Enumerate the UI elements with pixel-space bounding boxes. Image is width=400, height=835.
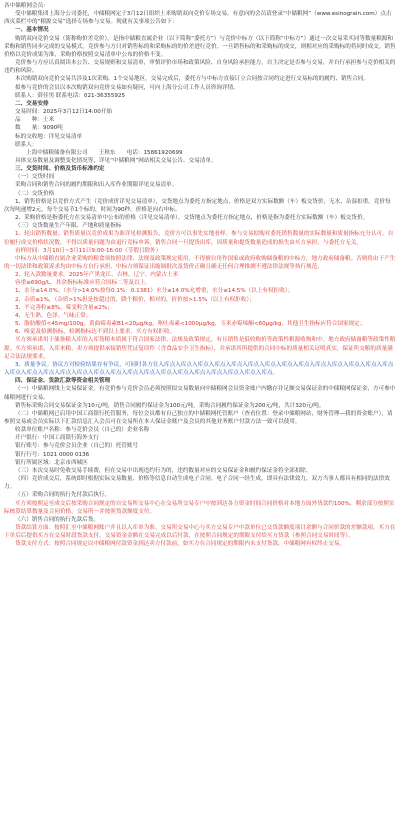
trade-time: 交易时间：2025年3月12日14:00开始 bbox=[15, 109, 112, 116]
bank-code: 银行行号：1021 0000 0136 bbox=[15, 451, 90, 458]
quality-dispute: 3、质量争议。协议方对检验结果存有争议，可同时各方在入库点入库点入库点入库点入库点入库点入库点入库点入库点入库点入库点入库点入库点入库点入库点入库点入库点入库点入库点入库点入库点入库点入库点入库点入库点入库点入库点入库点入库点入库点。 bbox=[4, 361, 394, 377]
section-arrangement-heading: 二、交易安排 bbox=[15, 100, 49, 107]
usage-restriction: 中标方从中储粮直属企业采购的粮食须按照法律、法规及政策规定使用，不得擅自用作国家或政府收购储备粮的中标方，地方政府储备粮。否则将由于产生的一切法律和政策诉求均由中标方自行承担，中标方须保证出缩调批次及货价正确且确无任何合理推测不遵法律法规等执行规范。 bbox=[4, 255, 396, 270]
delivery-price-1: 1、销售价格是以竞价方式产生（竞价成价详见交易清单），交货地点为委托方指定地点，价格是双方实际数额（车）板交货价，无水、杂湿扣重。竞价每次每吨递增2元，每个交易节1个标的，时间为90秒，价格是向右申标。 bbox=[4, 198, 391, 213]
basic-paragraph-2: 竞价参与方应认真阅读本公告、交易规则和交易清单，审慎评价市场和政策风险、自身风险承担能力，自主决定是否参与交易，并自行承担参与竞价相关的违约和风险。 bbox=[4, 60, 396, 75]
section-delivery-heading: 三、交货时间、价格及货币标准约定 bbox=[15, 166, 105, 173]
sales-payment-method: 货款支付方式：按照合同规定以中储粮网付款资金到达卖方付款前，如买方在合同规定的期限内未支付货款，中储粮网有权终止交易。 bbox=[15, 541, 346, 548]
contract-text: （四）竞价成交后，系统即时根据实际交易数量、价格等信息自动生成电子合同。电子合同一经生成，即具有法律效力，双方当事人都具有相同的法律效力。 bbox=[4, 476, 390, 491]
custody-text: （二）中储粮网已启用中国工商银行托管服务，每位会员都有自己独立的中储粮网托管账户（查看位置：登录中储粮网站，财务管理—我的资金账户），请参照交易或会员实际以下汇款信息汇入会员可在交易所在本人保证金账户及会员的其他业务账户付款方法一致可以使用。 bbox=[4, 410, 393, 425]
section-funds-heading: 四、保证金、货款汇款等资金相关管理 bbox=[15, 378, 111, 385]
buyer-commitment: 买方须承诺用于储备粮入库的入库货粮本质属于符合国家法律、法规及政策规定，有且销售是低收购价等政策性粮源收购和中、地方政府储备粮等政策性粮源。买方须承诺，入库来粮、卖方须提供承接销售凭证复印件（含食品安全卫生指标），并承诺其所提供的合同中标的质量相关证明真实，保证所交粮的质量满足合法法规要求。 bbox=[4, 337, 396, 360]
delivery-time-text: 采购合同和销售合同的履约期限和出入库作业期限详见交易清单。 bbox=[15, 182, 178, 189]
trade-contact-label: 联系人： bbox=[15, 141, 38, 148]
basic-paragraph-4: 拟参与竞价的会员以本次购销双向竞价交易如有疑问，可向上海分公司工作人员咨询详情。 bbox=[15, 84, 239, 91]
contact-line: 联系人：薛佳男 联系电话：021-36355925 bbox=[15, 92, 126, 99]
fee-text: （三）本次交易时免收交易手续费，但在交易中出现违约行为的，违约数量对应的交易保证金和履约保证金将全部扣除。 bbox=[15, 467, 312, 474]
purchase-execution-heading: （五）采购合同的执行先付款后执行。 bbox=[15, 492, 111, 499]
defect-spec: 3、不完善粒≤8%，霉变粒含量≤2%； bbox=[15, 304, 113, 311]
intro-paragraph: 受中储粮集团上海分公司委托，中储粮网定于3月12日组织土米购销双向竞价专场交易，有意向的会员请登录“中储粮网”（www.esinograin.com）点击西页菜栏中的“粮源交易”选择专场参与交易。现就有关事项公告如下： bbox=[4, 11, 392, 26]
purchase-execution-text: 买方须按照运至成交后按采购合同规定的自交易所交易中心在交易所交易专户中按到达各方资金时间合同价格对本地方面外货款约100%，剩余部分按照实际核算结算数量及合同价格，交易所一并按照货款额度支付。 bbox=[4, 500, 395, 515]
trade-site: 标的交收地：详见交易清单 bbox=[15, 133, 83, 140]
impurity-spec: 2、杂质≤1%，（杂质>1%但是按超过的，降个粮价，相对的，折价按>1.5%（以上有权拒收）； bbox=[15, 296, 255, 303]
viewing-time: 看样时间：3月10日~3月11日9:00-16:00（节假日除外） bbox=[15, 247, 162, 254]
section-basic-heading: 一、基本情况 bbox=[15, 27, 49, 34]
bank-name: 开户银行：中国工商银行海外支行 bbox=[15, 435, 99, 442]
trade-contact-org: 上海中储粮储备有限公司 王秋东 电话：15861920699 bbox=[26, 149, 183, 156]
payee-name: 收款单位账户名称：参与竞价会员（自己的）企业名称 bbox=[15, 427, 150, 434]
trade-variety: 品 种：土米 bbox=[15, 117, 55, 124]
deposit-amounts: 销售标采购合同交易保证金为10元/吨，销售合同履约保证金为100元/吨，采购合同履约保证金为200元/吨，共计320元/吨。 bbox=[15, 402, 325, 409]
toxin-spec: 5、脂肪酸值<45mg/100g，黄曲霉毒素B1<20μg/kg，呕吐毒素<1000μg/kg，玉米赤霉烯酮<60μg/kg，其他卫生指标应符合国家规定； bbox=[15, 321, 366, 328]
inspection-spec: 6、嗅觉及检测指标，检测指标达不到以上要求，买方有权拒收。 bbox=[15, 329, 176, 336]
sales-payment-text: 货款结算方面：按照汇至中储粮网账户并且以入库单为准。交易所交易中心与买方交易专户中款单位已交货款额度项目余额与合同价款的差额款项，买方在下单后后提供买方在交易时段货款支付，交易资金金额在交易完成以后付款，在按照合同规定的期限支付给买方货款（参照合同交易时间等）。 bbox=[4, 525, 396, 540]
bank-region: 银行所属区域：北京市西城区 bbox=[15, 459, 88, 466]
delivery-price-2: 2、采购价格是指委托方在交易清单中公布的价格（详见交易清单），交货地点为委托方指定地点，价格是指为委托方实际数额（车）板交货价。 bbox=[15, 215, 369, 222]
basic-paragraph-3: 本次购销双向竞价交易共涉及1次采购、1个交易地区，交易完成后，委托方与中标方直接订立合同按合同约定进行交易标的的履约、销售合同。 bbox=[15, 76, 369, 83]
density-requirement: 容重≥690g/L，其余指标标准应符合国标二等及以上。 bbox=[15, 280, 151, 287]
quality-heading: （三）交货数量生产年限、产地和质量指标 bbox=[15, 223, 122, 230]
bank-account: 银行账号：参与竞价会员企业（自己的）托管账号 bbox=[15, 443, 139, 450]
trade-quantity: 数 量：9090吨 bbox=[15, 125, 63, 132]
sales-execution-heading: （六）销售合同的执行先款后货。 bbox=[15, 516, 99, 523]
color-spec: 4、无生熟、色泽、气味正常； bbox=[15, 312, 92, 319]
delivery-time-heading: （一）交货时间 bbox=[15, 174, 55, 181]
intake-requirement: 2、轮入款数量要求。2025年产黑龙江、吉林、辽宁、内蒙古土米 bbox=[15, 272, 179, 279]
moisture-spec: 1、水分≤14.0%。（水分>14.0%按每0.1%：0.1381）水分≤14.0%允增重，水分≤14.5%（以上有权拒收）； bbox=[15, 288, 294, 295]
greeting: 各中储粮网会员： bbox=[4, 3, 49, 9]
basic-paragraph-1: 购销双向竞价交易（简称购价差竞价），是指中储粮直属企业（以下简称“委托方”）与竞价中标方（以下简称“中标方”）通过一次交易采买同等数量粮源和采购和销售同步完成的交易模式。竞价参与方只对销售标的和采购标的的价差进行竞价，一旦销售标的和采购标的成交，则相对应的采购标的将同时成交。销售价格以竞价成果为准，采购价格按照交易清单中公布的价格不变。 bbox=[4, 35, 396, 58]
delivery-price-heading: （二）交货价格 bbox=[15, 190, 55, 197]
deposit-text: （一）中储粮网线上交易保证金，有竞价参与竞价会员必须按照拟交易数量向中储粮网会员资金账户内缴存并足额交易保证金的中储粮网保证金，方可参中储粮网进行交易。 bbox=[4, 386, 396, 401]
quality-notice: 1、轮出销售数量、销售质量以竞价成果为准详见检测报告，竞价方可以事先实地看样。参与交易拟购对委托销售数量的实际数量和质量指标充分认可，自位履行成交价格状况数，不得以质量问题为由退行竞标申诉。销售合同一旦提货出库，因质量和提货数量造成的损失由买方承担，与委托方无关。 bbox=[4, 231, 394, 246]
trade-note: 具体交易数量及调整变化情况等，详见“中储粮网”网站相关交易公告、交易清单。 bbox=[15, 157, 217, 164]
